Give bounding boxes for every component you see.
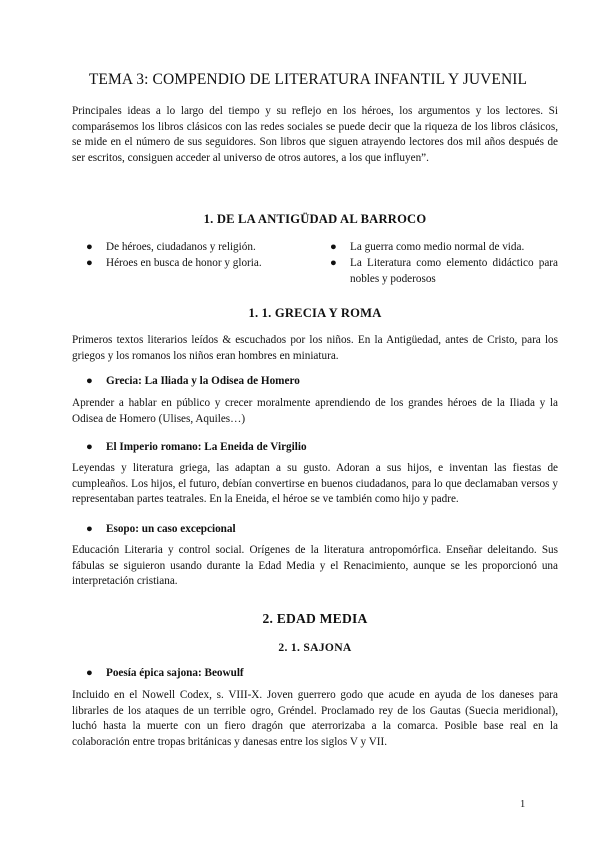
intro-paragraph: Principales ideas a lo largo del tiempo y su reflejo en los héroes, los argumentos y los lectores. Si comparásemos los libros clásicos con las redes sociales se puede decir que la riqueza de los libros clásicos, se mide en el número de sus seguidores. Son libros que siguen atrayendo lectores dos mil años después de ser escritos, consiguen acceder al universo de otros autores, a los que influyen”.: [72, 105, 558, 164]
bullet-icon: ●: [86, 523, 93, 535]
bullet-item: ● El Imperio romano: La Eneida de Virgilio: [86, 440, 546, 456]
grecia-paragraph: Aprender a hablar en público y crecer moralmente aprendiendo de los grandes héroes de la Iliada y la Odisea de Homero (Ulises, Aquiles…): [72, 397, 558, 425]
beowulf-paragraph: Incluido en el Nowell Codex, s. VIII-X. Joven guerrero godo que acude en ayuda de los daneses para librarles de los ataques de un terrible ogro, Gréndel. Proclamado rey de los Gautas (Suecia meridional), luchó hasta la muerte con un fiero dragón que aterrorizaba a la comarca. Posible base real en la colaboración entre tropas británicas y danesas entre los siglos V y VII.: [72, 689, 558, 748]
esopo-paragraph: Educación Literaria y control social. Orígenes de la literatura antropomórfica. Enseñar deleitando. Sus fábulas se siguieron usando durante la Edad Media y el Renacimiento, aunque se les proporcionó una interpretación cristiana.: [72, 544, 558, 588]
bullet-item: ● La Literatura como elemento didáctico para nobles y poderosos: [330, 257, 558, 285]
bullet-icon: ●: [86, 257, 93, 269]
bullet-icon: ●: [86, 667, 93, 679]
roma-paragraph: Leyendas y literatura griega, las adaptan a su gusto. Adoran a sus hijos, e inventan las fiestas de cumpleaños. Los hijos, el futuro, debían convertirse en buenos ciudadanos, para lo que declamaban versos y representaban partes teatrales. En la Eneida, el héroe se ve también como hijo y padre.: [72, 462, 558, 506]
bullet-item: ● De héroes, ciudadanos y religión.: [86, 240, 296, 256]
section-1-1-heading: 1. 1. GRECIA Y ROMA: [248, 306, 382, 320]
bullet-icon: ●: [86, 441, 93, 453]
section-1-1-paragraph: Primeros textos literarios leídos & escuchados por los niños. En la Antigüedad, antes de Cristo, para los griegos y los romanos los niños eran hombres en miniatura.: [72, 334, 558, 362]
document-title: TEMA 3: COMPENDIO DE LITERATURA INFANTIL Y JUVENIL: [88, 71, 528, 88]
bullet-item: ● Grecia: La Iliada y la Odisea de Homero: [86, 374, 546, 390]
bullet-icon: ●: [330, 257, 337, 269]
bullet-icon: ●: [330, 241, 337, 253]
page-number: 1: [520, 799, 526, 810]
section-1-heading: 1. DE LA ANTIGÜDAD AL BARROCO: [203, 212, 427, 226]
bullet-item: ● Esopo: un caso excepcional: [86, 522, 546, 538]
bullet-icon: ●: [86, 375, 93, 387]
bullet-icon: ●: [86, 241, 93, 253]
bullet-item: ● La guerra como medio normal de vida.: [330, 240, 558, 256]
bullet-item: ● Héroes en busca de honor y gloria.: [86, 256, 296, 272]
section-2-1-heading: 2. 1. SAJONA: [278, 641, 352, 654]
bullet-item: ● Poesía épica sajona: Beowulf: [86, 666, 546, 682]
section-2-heading: 2. EDAD MEDIA: [262, 611, 368, 626]
